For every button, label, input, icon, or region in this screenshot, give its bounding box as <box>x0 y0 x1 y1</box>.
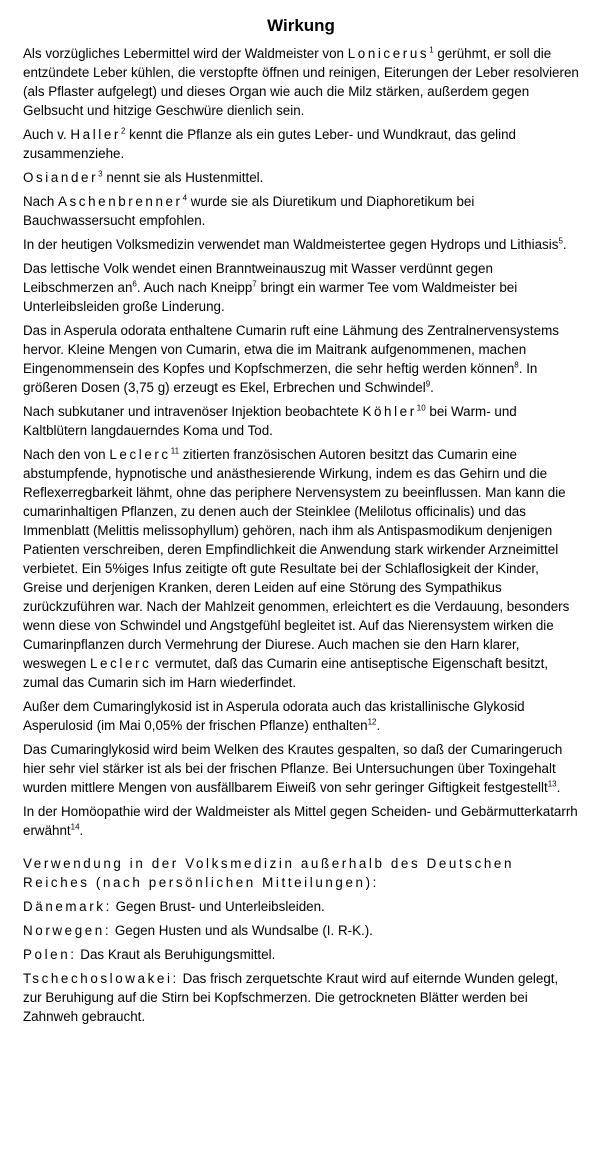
paragraph-lettisch <box>23 259 579 316</box>
author-name-leclerc: Leclerc <box>109 447 171 462</box>
footnote-ref-8: 8 <box>514 360 519 370</box>
section-heading-volksmedizin: Verwendung in der Volksmedizin außerhalb des Deutschen Reiches (nach persönlichen Mitteilungen): <box>23 856 515 890</box>
p5-text-a: In der heutigen Volksmedizin verwendet man Waldmeistertee gegen Hydrops und Lithiasis <box>23 237 559 252</box>
p7-text-c: . <box>430 380 434 395</box>
footnote-ref-3: 3 <box>98 169 103 179</box>
usage-item-polen <box>23 945 579 964</box>
p6-text-c: bringt ein warmer Tee vom Waldmeister bei Unterleibsleiden große Linderung. <box>23 280 518 314</box>
p5-text-b: . <box>562 237 567 252</box>
paragraph-volksmedizin <box>23 235 579 254</box>
footnote-ref-6: 6 <box>132 279 137 289</box>
p3-text-b: nennt sie als Hustenmittel. <box>102 170 264 185</box>
p11-text-b: . <box>556 780 561 795</box>
p6-text-b: . Auch nach Kneipp <box>136 280 253 295</box>
p2-text-a: Auch v. <box>23 127 71 142</box>
p9-text-c: vermutet, daß das Cumarin eine antiseptische Eigenschaft besitzt, zumal das Cumarin sich im Harn wiederfindet. <box>23 656 549 690</box>
p8-text-a: Nach subkutaner und intravenöser Injektion beobachtete <box>23 404 363 419</box>
paragraph-asperulosid <box>23 697 579 735</box>
footnote-ref-5: 5 <box>558 236 563 246</box>
usage-item-norwegen <box>23 921 579 940</box>
usage-item-daenemark <box>23 897 579 916</box>
p7-text-a: Das in Asperula odorata enthaltene Cumarin ruft eine Lähmung des Zentralnervensystems hervor. Kleine Mengen von Cumarin, etwa die im Maitrank aufgenommenen, machen Eingenommensein des Kopfes und Kopfschmerzen, die sehr heftig werden können <box>23 323 559 376</box>
p11-text-a: Das Cumaringlykosid wird beim Welken des Krautes gespalten, so daß der Cumaringeruch hier sehr viel stärker ist als bei der frischen Pflanze. Bei Untersuchungen über Toxingehalt wurden mittlere Mengen von ausfällbarem Eiweiß von sehr geringer Giftigkeit festgestellt <box>23 742 563 795</box>
usage-text-daenemark: Gegen Brust- und Unterleibsleiden. <box>111 899 325 914</box>
p10-text-b: . <box>376 718 381 733</box>
p8-text-b: bei Warm- und Kaltblütern langdauerndes Koma und Tod. <box>23 404 517 438</box>
paragraph-leclerc <box>23 445 579 692</box>
author-name-lonicerus: Lonicerus <box>347 46 430 61</box>
usage-text-polen: Das Kraut als Beruhigungsmittel. <box>76 947 276 962</box>
usage-item-tschechoslowakei <box>23 969 579 1026</box>
footnote-ref-14: 14 <box>70 822 80 832</box>
p1-text-b: gerühmt, er soll die entzündete Leber kühlen, die verstopfte öffnen und reinigen, Eiterungen der Leber resolvieren (als Pflaster aufgelegt) und dieses Organ wie auch die Milz stärken, außerdem gegen Gelbsucht und hitzige Geschwüre dienlich sein. <box>23 46 579 118</box>
p6-text-a: Das lettische Volk wendet einen Branntweinauszug mit Wasser verdünnt gegen Leibschmerzen an <box>23 261 493 295</box>
footnote-ref-13: 13 <box>547 779 557 789</box>
usage-text-norwegen: Gegen Husten und als Wundsalbe (I. R-K.). <box>111 923 373 938</box>
paragraph-osiander <box>23 168 579 187</box>
p1-text-a: Als vorzügliches Lebermittel wird der Waldmeister von <box>23 46 348 61</box>
page-title: Wirkung <box>267 16 335 35</box>
country-label-polen: Polen: <box>23 947 77 962</box>
p4-text-b: wurde sie als Diuretikum und Diaphoretikum bei Bauchwassersucht empfohlen. <box>23 194 475 228</box>
p4-text-a: Nach <box>23 194 58 209</box>
country-label-daenemark: Dänemark: <box>23 899 112 914</box>
p12-text-a: In der Homöopathie wird der Waldmeister als Mittel gegen Scheiden- und Gebärmutterkatarrh erwähnt <box>23 804 578 838</box>
author-name-osiander: Osiander <box>23 170 99 185</box>
p7-text-b: . In größeren Dosen (3,75 g) erzeugt es Ekel, Erbrechen und Schwindel <box>23 361 538 395</box>
paragraph-cumarin <box>23 321 579 397</box>
country-label-norwegen: Norwegen: <box>23 923 112 938</box>
country-label-tschechoslowakei: Tschechoslowakei: <box>23 971 179 986</box>
paragraph-aschenbrenner <box>23 192 579 230</box>
p9-text-a: Nach den von <box>23 447 110 462</box>
footnote-ref-2: 2 <box>120 126 126 136</box>
footnote-ref-7: 7 <box>252 279 257 289</box>
paragraph-haller <box>23 125 579 163</box>
footnote-ref-9: 9 <box>425 379 431 389</box>
usage-text-tschechoslowakei: Das frisch zerquetschte Kraut wird auf eiternde Wunden gelegt, zur Beruhigung auf die Stirn bei Kopfschmerzen. Die getrockneten Blätter werden bei Zahnweh gebraucht. <box>23 971 559 1024</box>
author-name-leclerc-2: Leclerc <box>90 656 152 671</box>
footnote-ref-4: 4 <box>182 193 188 203</box>
p2-text-b: kennt die Pflanze als ein gutes Leber- und Wundkraut, das gelind zusammenziehe. <box>23 127 516 161</box>
author-name-aschenbrenner: Aschenbrenner <box>57 194 183 209</box>
paragraph-koehler <box>23 402 579 440</box>
footnote-ref-1: 1 <box>429 45 434 55</box>
footnote-ref-12: 12 <box>367 717 377 727</box>
p12-text-b: . <box>79 823 84 838</box>
footnote-ref-11: 11 <box>170 446 180 456</box>
p9-text-b: zitierten französischen Autoren besitzt das Cumarin eine abstumpfende, hypnotische und anästhesierende Wirkung, indem es das Gehirn und die Reflexerregbarkeit lähmt, ohne das periphere Nervensystem zu beeinflussen. Man kann die cumarinhaltigen Pflanzen, zu denen auch der Steinklee (Melilotus officinalis) und das Immenblatt (Melittis melissophyllum) gehören, nach ihm als Antispasmodikum denjenigen Patienten verschreiben, deren Empfindlichkeit die Anwendung stark wirkender Arzneimittel verbietet. Ein 5%iges Infus zeitigte oft gute Resultate bei der Schlaflosigkeit der Kinder, Greise und derjenigen Kranken, deren Leiden auf eine Störung des Sympathikus zurückzuführen war. Nach der Mahlzeit genommen, erleichtert es die Verdauung, besonders wenn diese von Schwindel und Angstgefühl begleitet ist. Auf das Nierensystem wirken die Cumarinpflanzen durch Vermehrung der Diurese. Auch machen sie den Harn klarer, weswegen <box>23 447 570 671</box>
paragraph-lonicerus <box>23 44 579 120</box>
footnote-ref-10: 10 <box>416 403 426 413</box>
paragraph-homoeopathie <box>23 802 579 840</box>
p10-text-a: Außer dem Cumaringlykosid ist in Asperula odorata auch das kristallinische Glykosid Asperulosid (im Mai 0,05% der frischen Pflanze) enthalten <box>23 699 525 733</box>
paragraph-cumaringlykosid <box>23 740 579 797</box>
author-name-koehler: Köhler <box>362 404 417 419</box>
author-name-haller: Haller <box>70 127 121 142</box>
